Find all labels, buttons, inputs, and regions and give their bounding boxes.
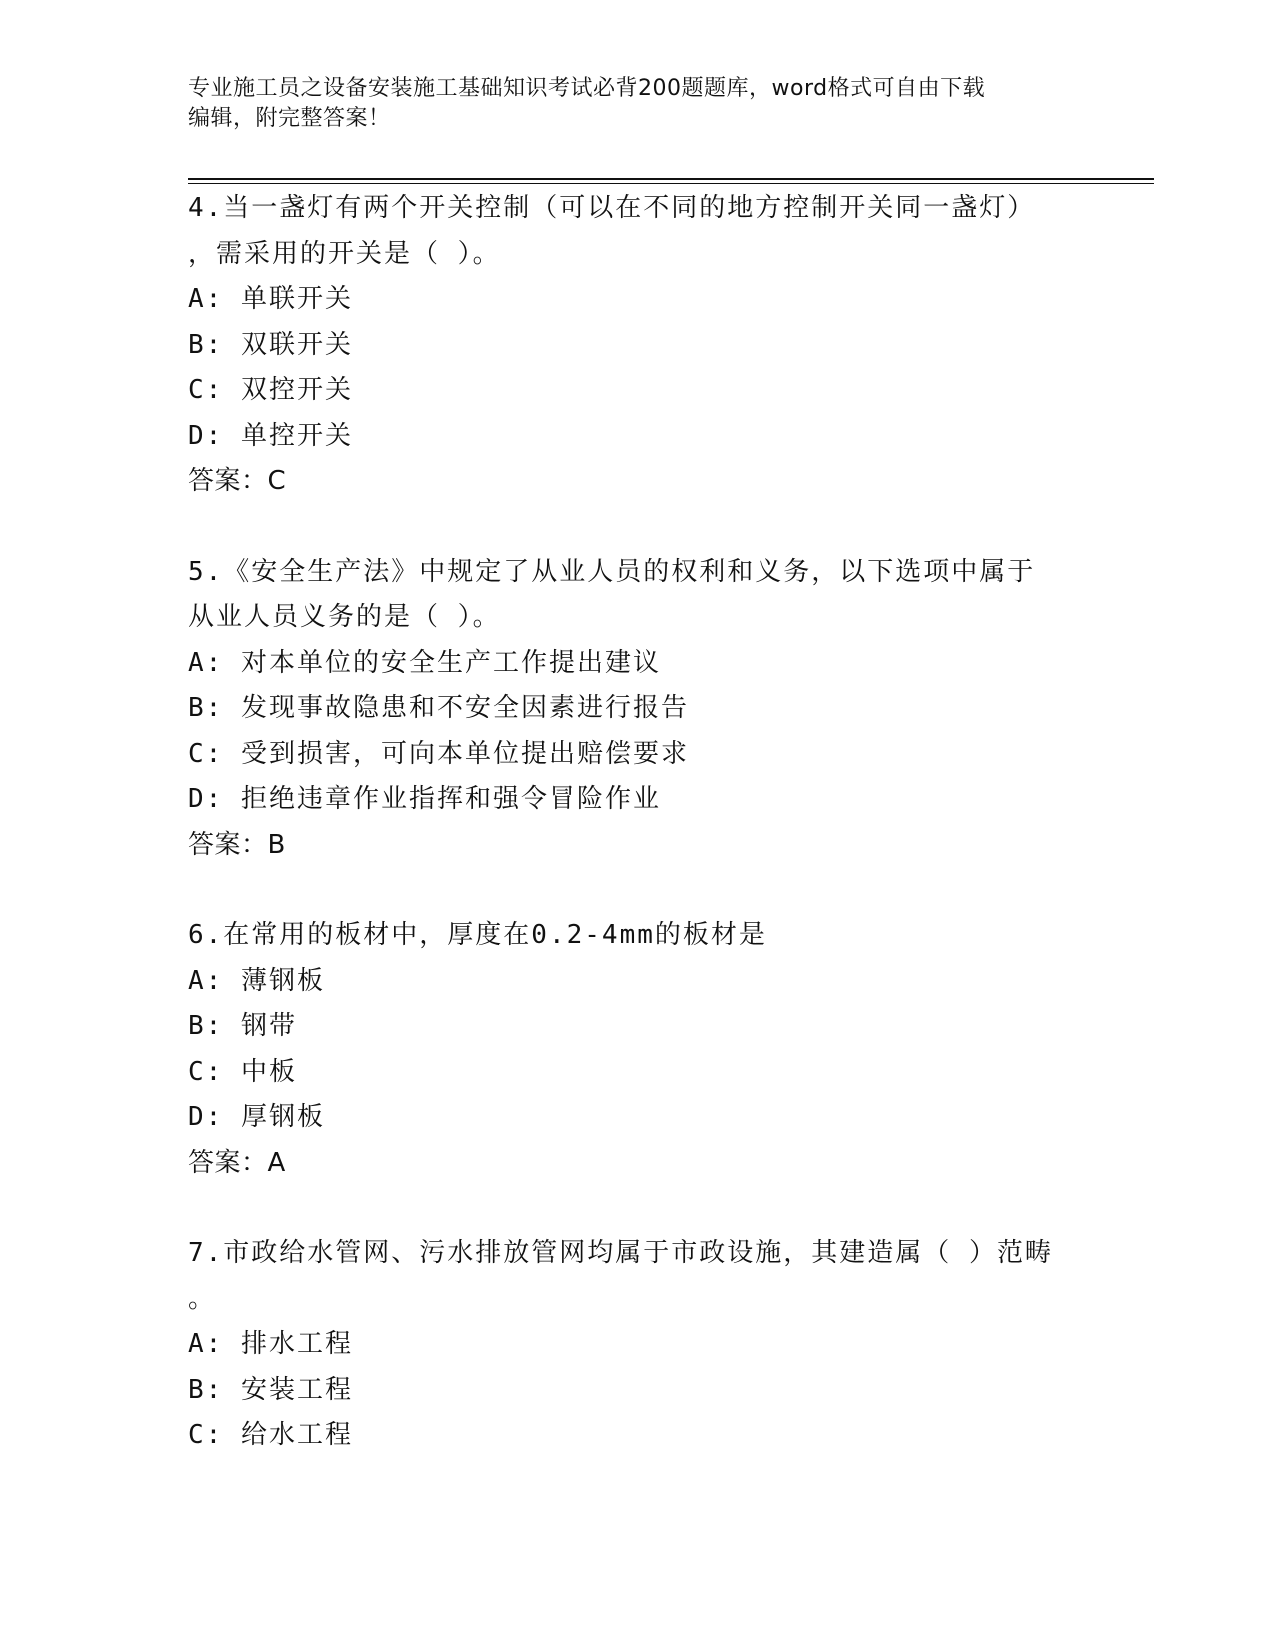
header-divider-thin	[188, 183, 1154, 184]
option-b: B: 钢带	[188, 1011, 297, 1041]
question-item	[188, 1231, 1078, 1459]
question-stem-line: ，需采用的开关是（ ）。	[188, 238, 501, 269]
question-stem-line: 4.当一盏灯有两个开关控制（可以在不同的地方控制开关同一盏灯）	[188, 193, 1036, 223]
question-stem-line: 从业人员义务的是（ ）。	[188, 602, 501, 632]
option-b: B: 安装工程	[188, 1374, 353, 1405]
question-item	[188, 186, 1078, 505]
question-item	[188, 550, 1078, 869]
option-d: D: 单控开关	[188, 420, 353, 451]
header-line-1: 专业施工员之设备安装施工基础知识考试必背200题题库，word格式可自由下载	[188, 76, 986, 101]
option-a: A: 单联开关	[188, 284, 353, 314]
question-stem-line: 7.市政给水管网、污水排放管网均属于市政设施，其建造属（ ）范畴	[188, 1238, 1053, 1268]
header-line-2: 编辑，附完整答案！	[188, 106, 391, 131]
option-a: A: 排水工程	[188, 1329, 353, 1359]
answer-line: 答案：C	[188, 466, 287, 496]
question-stem-line: 。	[188, 1283, 217, 1314]
option-a: A: 薄钢板	[188, 965, 325, 996]
question-item	[188, 913, 1078, 1186]
answer-line: 答案：A	[188, 1147, 286, 1178]
option-a: A: 对本单位的安全生产工作提出建议	[188, 647, 661, 678]
question-stem-line: 5.《安全生产法》中规定了从业人员的权利和义务，以下选项中属于	[188, 556, 1036, 587]
option-b: B: 双联开关	[188, 329, 353, 360]
answer-line: 答案：B	[188, 829, 286, 860]
option-c: C: 受到损害，可向本单位提出赔偿要求	[188, 738, 689, 769]
header-divider-thick	[188, 178, 1154, 180]
option-d: D: 拒绝违章作业指挥和强令冒险作业	[188, 784, 661, 814]
option-c: C: 给水工程	[188, 1420, 353, 1450]
option-c: C: 双控开关	[188, 375, 353, 405]
option-c: C: 中板	[188, 1056, 297, 1087]
option-d: D: 厚钢板	[188, 1102, 325, 1132]
option-b: B: 发现事故隐患和不安全因素进行报告	[188, 693, 689, 723]
question-stem-line: 6.在常用的板材中，厚度在0.2-4mm的板材是	[188, 920, 767, 950]
question-list	[188, 186, 1078, 1504]
document-header	[188, 74, 1068, 134]
